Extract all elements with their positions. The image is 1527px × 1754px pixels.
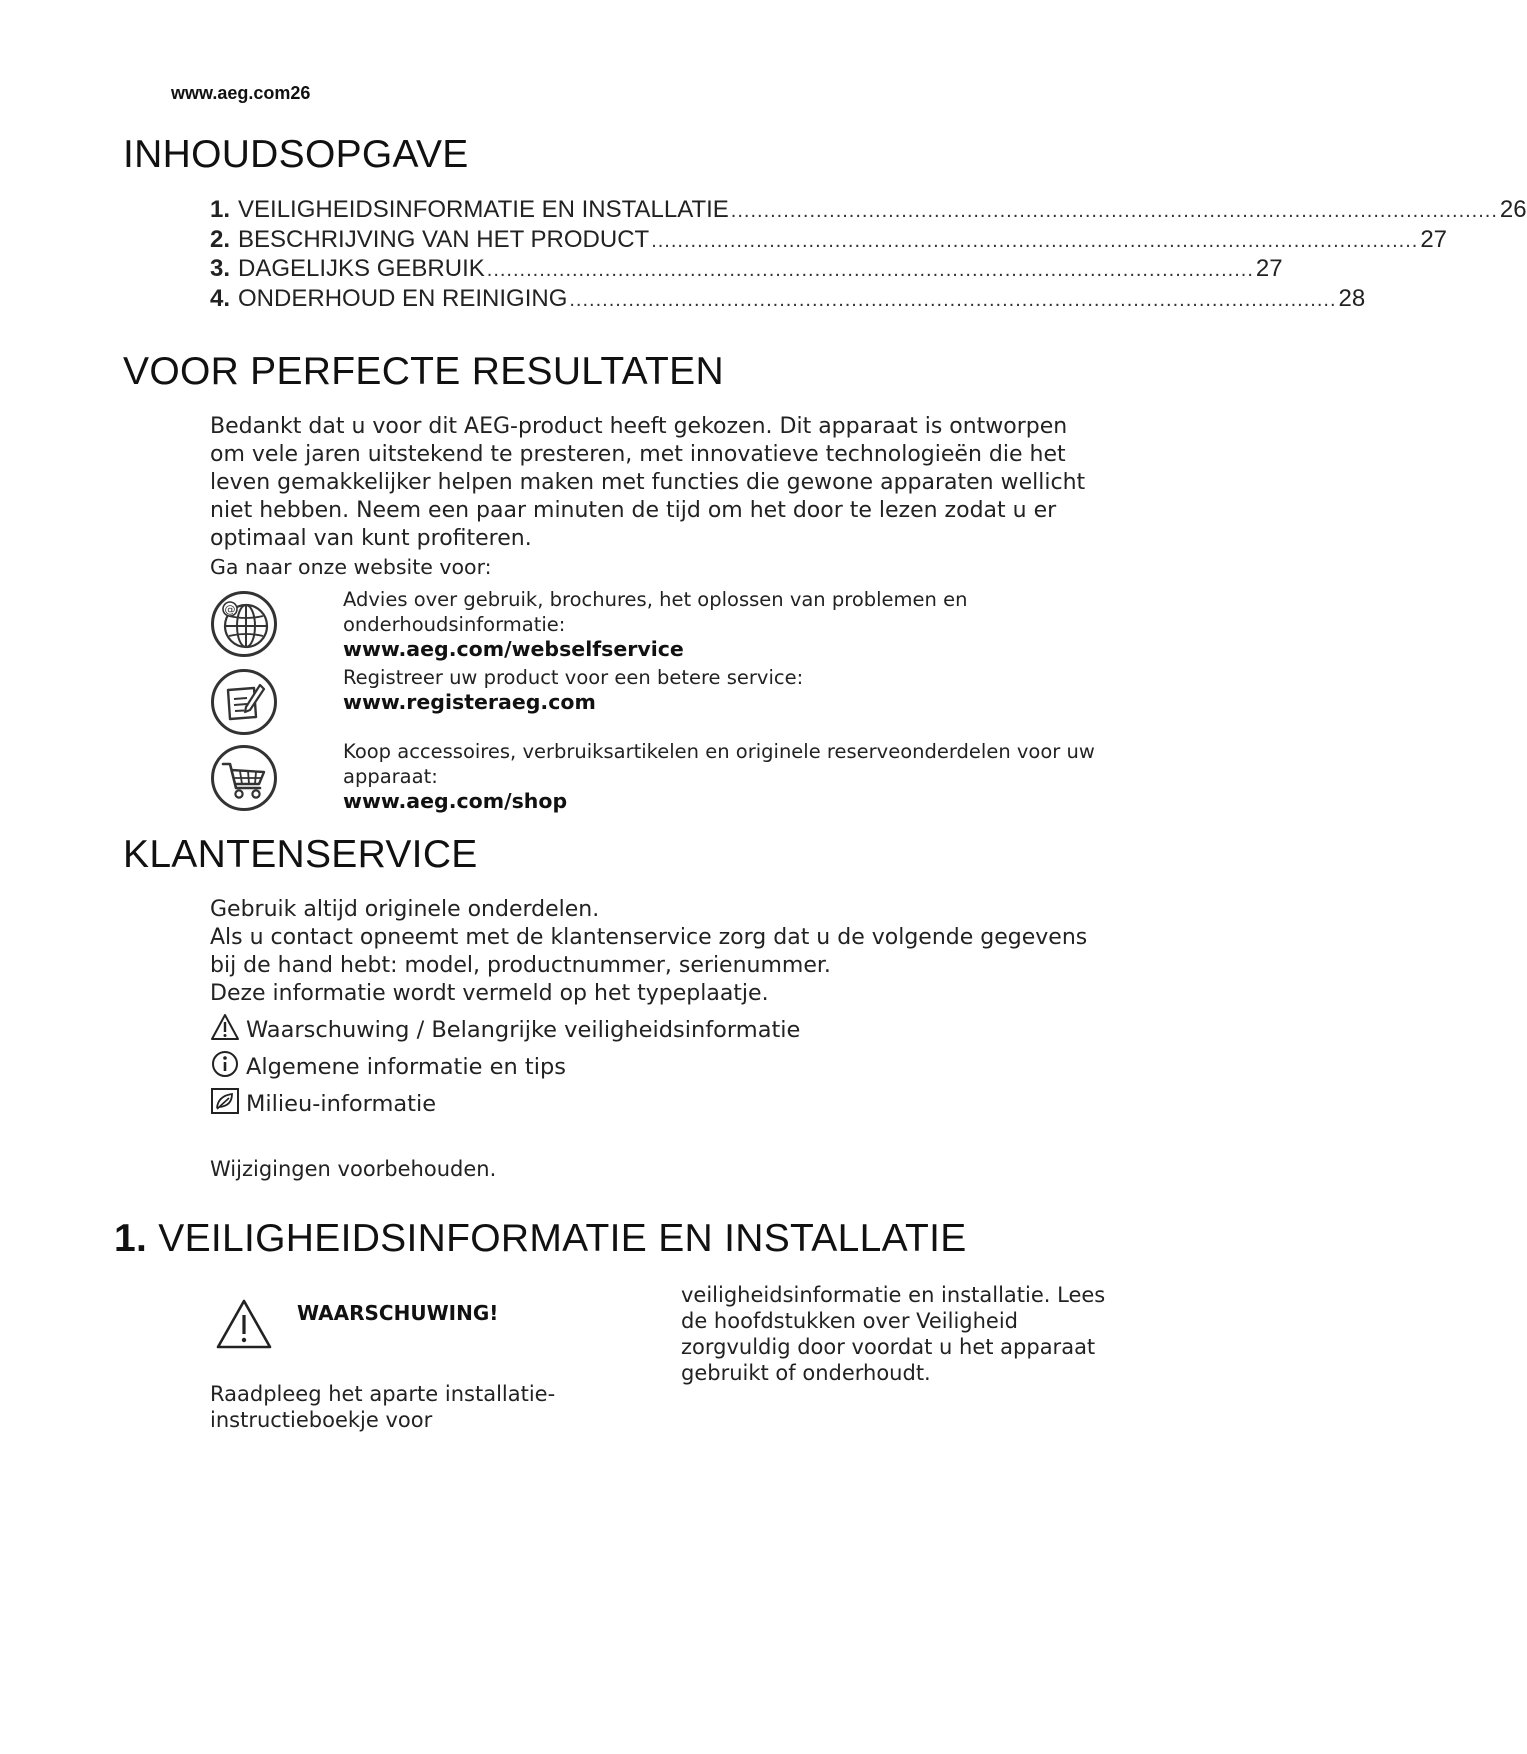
svg-text:@: @ [224,603,236,616]
toc-entry[interactable] [210,225,1448,256]
disclaimer: Wijzigingen voorbehouden. [210,1157,497,1181]
register-link[interactable]: www.registeraeg.com [343,690,596,714]
webselfservice-link[interactable]: www.aeg.com/webselfservice [343,637,684,661]
body-line: gebruikt of onderhoudt. [681,1361,931,1385]
customer-service-title: KLANTENSERVICE [123,833,478,876]
toc-leader: ..................................................................................................................... [651,229,1419,252]
page-header [171,83,310,104]
toc-entry-number: 4. [210,284,231,312]
toc-entry-title: BESCHRIJVING VAN HET PRODUCT [238,225,650,253]
intro-line: om vele jaren uitstekend te presteren, met innovatieve technologieën die het [210,442,1066,467]
toc-entry-number: 2. [210,225,231,253]
body-line: veiligheidsinformatie en installatie. Lees [681,1283,1106,1307]
symbol-legend [210,1011,800,1122]
intro-line: optimaal van kunt profiteren. [210,526,532,551]
toc-entry-title: DAGELIJKS GEBRUIK [238,255,485,282]
shopping-cart-icon [210,744,278,812]
intro-line: leven gemakkelijker helpen maken met functies die gewone apparaten wellicht [210,470,1086,495]
body-line: instructieboekje voor [210,1408,433,1432]
body-line: de hoofdstukken over Veiligheid [681,1309,1019,1333]
toc-entry[interactable] [210,255,1283,285]
shop-link[interactable]: www.aeg.com/shop [343,789,568,813]
warning-triangle-icon [210,1013,246,1047]
section-1-left-column [210,1381,590,1433]
cs-line: Gebruik altijd originele onderdelen. [210,897,600,922]
service-register [343,665,1143,715]
service-line: apparaat: [343,765,438,788]
cs-line: bij de hand hebt: model, productnummer, serienummer. [210,953,831,978]
body-line: Raadpleeg het aparte installatie- [210,1382,556,1406]
page-number: 26 [290,83,311,103]
legend-label: Milieu-informatie [246,1090,437,1117]
toc-entry[interactable] [210,284,1366,315]
toc-entry-number: 3. [210,255,231,282]
toc-entry-title: ONDERHOUD EN REINIGING [238,284,568,312]
toc-leader: ..................................................................................................................... [569,288,1337,311]
toc-entry-number: 1. [210,196,231,223]
globe-icon [210,590,278,658]
toc-entry-page: 27 [1420,225,1448,253]
results-intro [210,413,1110,581]
toc-entry[interactable] [210,196,1527,226]
service-webselfservice [343,587,1143,662]
toc-entry-page: 28 [1338,284,1366,312]
service-line: Advies over gebruik, brochures, het oplossen van problemen en [343,588,968,611]
toc-entry-page: 26 [1499,196,1527,223]
intro-line: niet hebben. Neem een paar minuten de tijd om het door te lezen zodat u er [210,498,1057,523]
toc-entry-page: 27 [1255,255,1283,282]
service-shop [343,739,1143,814]
section-number: 1. [114,1217,148,1260]
legend-warning [210,1011,800,1048]
table-of-contents [210,196,1527,314]
section-1-right-column [681,1282,1121,1386]
toc-leader: ..................................................................................................................... [486,259,1254,281]
section-1-title [114,1217,967,1261]
toc-title: INHOUDSOPGAVE [123,133,469,176]
service-line: Registreer uw product voor een betere service: [343,666,804,689]
intro-line: Bedankt dat u voor dit AEG-product heeft gekozen. Dit apparaat is ontworpen [210,414,1068,439]
register-icon [210,668,278,736]
section-title: VEILIGHEIDSINFORMATIE EN INSTALLATIE [158,1217,967,1260]
service-line: onderhoudsinformatie: [343,613,566,636]
results-title: VOOR PERFECTE RESULTATEN [123,350,724,393]
leaf-icon [210,1087,246,1121]
body-line: zorgvuldig door voordat u het apparaat [681,1335,1096,1359]
customer-service-text [210,896,1110,1008]
site-url[interactable]: www.aeg.com [171,83,291,103]
legend-info [210,1048,800,1085]
toc-leader: ..................................................................................................................... [730,200,1498,222]
warning-label: WAARSCHUWING! [297,1301,499,1325]
toc-entry-title: VEILIGHEIDSINFORMATIE EN INSTALLATIE [238,196,729,223]
warning-triangle-icon [215,1298,273,1350]
info-icon [210,1050,246,1084]
legend-label: Algemene informatie en tips [246,1053,566,1080]
cs-line: Als u contact opneemt met de klantenservice zorg dat u de volgende gegevens [210,925,1088,950]
legend-label: Waarschuwing / Belangrijke veiligheidsinformatie [246,1016,801,1043]
service-line: Koop accessoires, verbruiksartikelen en originele reserveonderdelen voor uw [343,740,1095,763]
website-prompt: Ga naar onze website voor: [210,555,492,579]
legend-environment [210,1085,800,1122]
cs-line: Deze informatie wordt vermeld op het typeplaatje. [210,981,769,1006]
